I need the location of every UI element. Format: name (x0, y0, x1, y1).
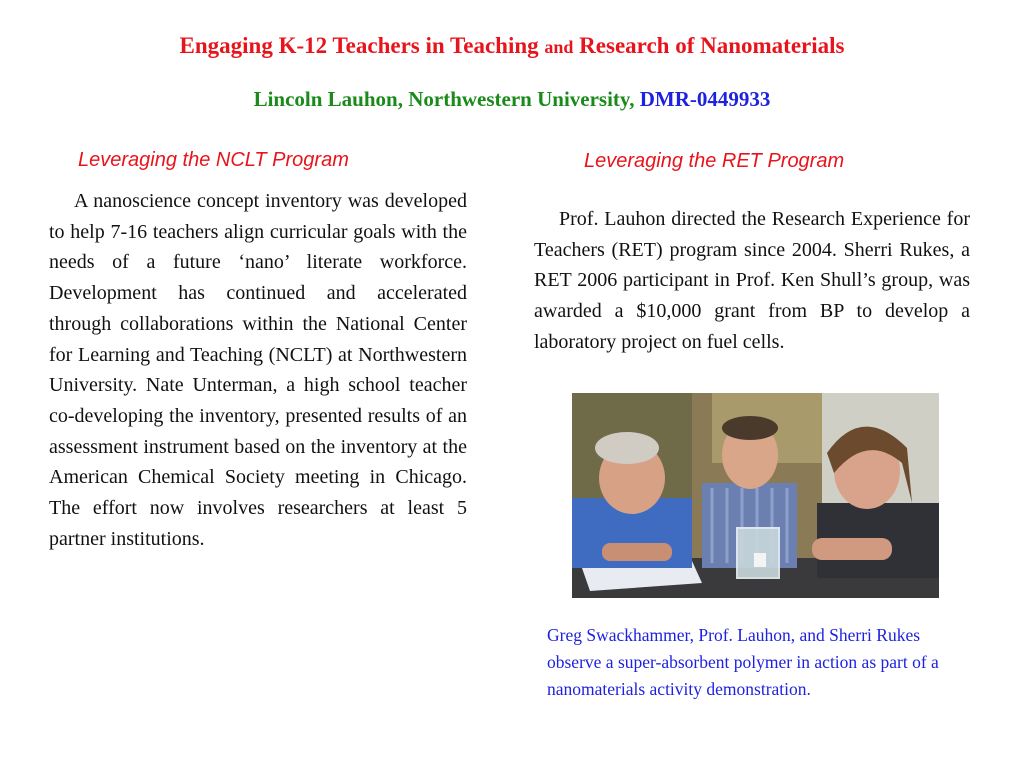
photo-caption: Greg Swackhammer, Prof. Lauhon, and Sherri Rukes observe a super-absorbent polymer in action as part of a nanomaterials activity demonstration. (547, 625, 939, 699)
title-and: and (544, 37, 574, 57)
nclt-heading: Leveraging the NCLT Program (78, 149, 349, 171)
ret-paragraph: Prof. Lauhon directed the Research Experience for Teachers (RET) program since 2004. Sherri Rukes, a RET 2006 participant in Prof. Ken Shull’s group, was awarded a $10,000 grant from BP to develop a laboratory project on fuel cells. (534, 208, 970, 353)
nclt-paragraph: A nanoscience concept inventory was developed to help 7-16 teachers align curricular goals with the needs of a future ‘nano’ literate workforce. Development has continued and accelerated through collaborations within the National Center for Learning and Teaching (NCLT) at Northwestern University. Nate Unterman, a high school teacher co-developing the inventory, presented results of an assessment instrument based on the inventory at the American Chemical Society meeting in Chicago. The effort now involves researchers at least 5 partner institutions. (49, 190, 467, 550)
ret-heading: Leveraging the RET Program (584, 150, 845, 172)
author-affiliation: Lincoln Lauhon, Northwestern University, (253, 87, 640, 111)
slide-title (0, 31, 1024, 62)
demonstration-photo (572, 393, 939, 598)
grant-number: DMR-0449933 (639, 87, 771, 111)
byline (0, 85, 1024, 113)
title-part1: Engaging K-12 Teachers in Teaching (179, 33, 545, 58)
title-part2: Research of Nanomaterials (573, 33, 845, 58)
